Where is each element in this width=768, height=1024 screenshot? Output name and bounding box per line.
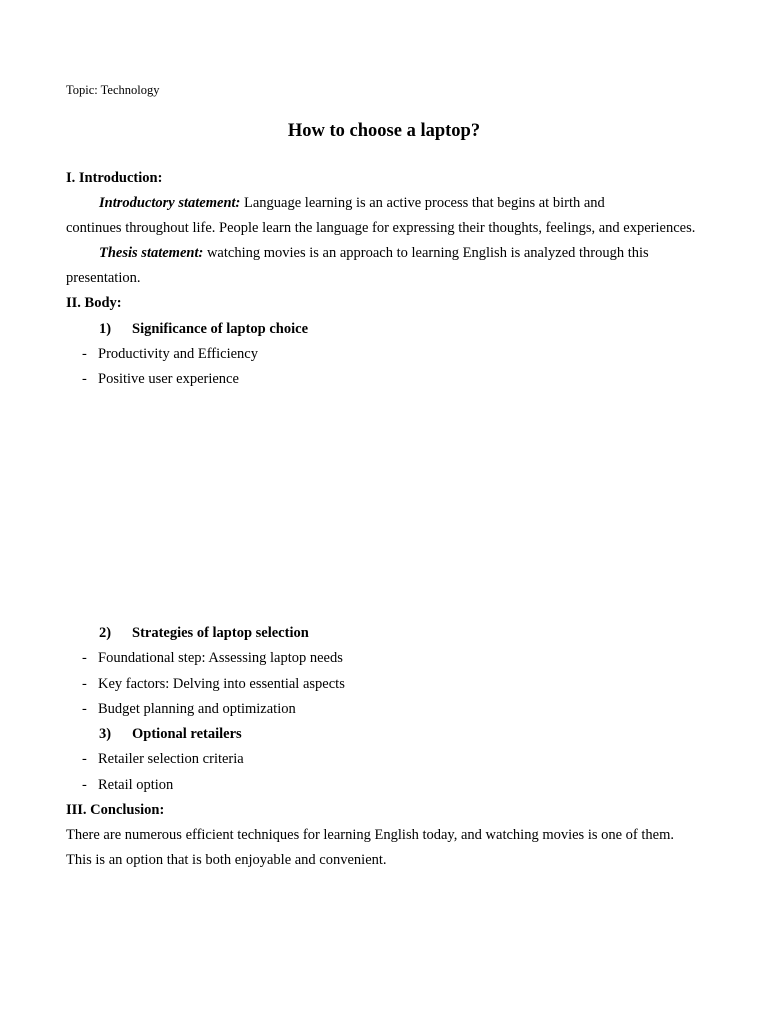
bullet-dash: - (82, 676, 87, 692)
bullet-dash: - (82, 650, 87, 666)
bullet-dash: - (82, 346, 87, 362)
bullet-dash: - (82, 751, 87, 767)
bullet-dash: - (82, 701, 87, 717)
page-title: How to choose a laptop? (287, 121, 481, 141)
section-1-number: 1) (99, 321, 112, 337)
list-item (82, 345, 258, 363)
list-item (82, 750, 244, 768)
list-item (82, 649, 343, 667)
intro-statement-text-1: Language learning is an active process that begins at birth and (240, 195, 605, 211)
list-item (82, 700, 296, 718)
section-3-number: 3) (99, 726, 112, 742)
list-item-text: Key factors: Delving into essential aspects (98, 676, 345, 692)
conclusion-text-line-1: There are numerous efficient techniques for learning English today, and watching movies is one of them. (66, 827, 675, 843)
introduction-heading: I. Introduction: (66, 170, 163, 186)
section-3-heading (99, 725, 242, 743)
section-3-title: Optional retailers (132, 726, 242, 742)
list-item-text: Retail option (98, 777, 174, 793)
thesis-statement-line-1 (99, 244, 649, 262)
section-2-number: 2) (99, 625, 112, 641)
list-item-text: Budget planning and optimization (98, 701, 296, 717)
list-item (82, 675, 345, 693)
topic-label: Topic: Technology (66, 83, 160, 97)
bullet-dash: - (82, 371, 87, 387)
conclusion-heading: III. Conclusion: (66, 802, 165, 818)
list-item (82, 776, 173, 794)
list-item-text: Foundational step: Assessing laptop needs (98, 650, 343, 666)
list-item-text: Retailer selection criteria (98, 751, 244, 767)
list-item-text: Productivity and Efficiency (98, 346, 258, 362)
intro-statement-line-2: continues throughout life. People learn the language for expressing their thoughts, feelings, and experiences. (66, 220, 696, 236)
thesis-statement-line-2: presentation. (66, 270, 141, 286)
list-item-text: Positive user experience (98, 371, 239, 387)
body-heading: II. Body: (66, 295, 122, 311)
section-2-heading (99, 624, 309, 642)
intro-statement-label: Introductory statement: (99, 195, 241, 211)
bullet-dash: - (82, 777, 87, 793)
thesis-statement-label: Thesis statement: (99, 245, 204, 261)
section-1-title: Significance of laptop choice (132, 321, 309, 337)
thesis-statement-text-1: watching movies is an approach to learning English is analyzed through this (203, 245, 649, 261)
list-item (82, 370, 239, 388)
section-2-title: Strategies of laptop selection (132, 625, 309, 641)
intro-statement-line-1 (99, 194, 605, 212)
section-1-heading (99, 320, 308, 338)
conclusion-text-line-2: This is an option that is both enjoyable and convenient. (66, 852, 387, 868)
